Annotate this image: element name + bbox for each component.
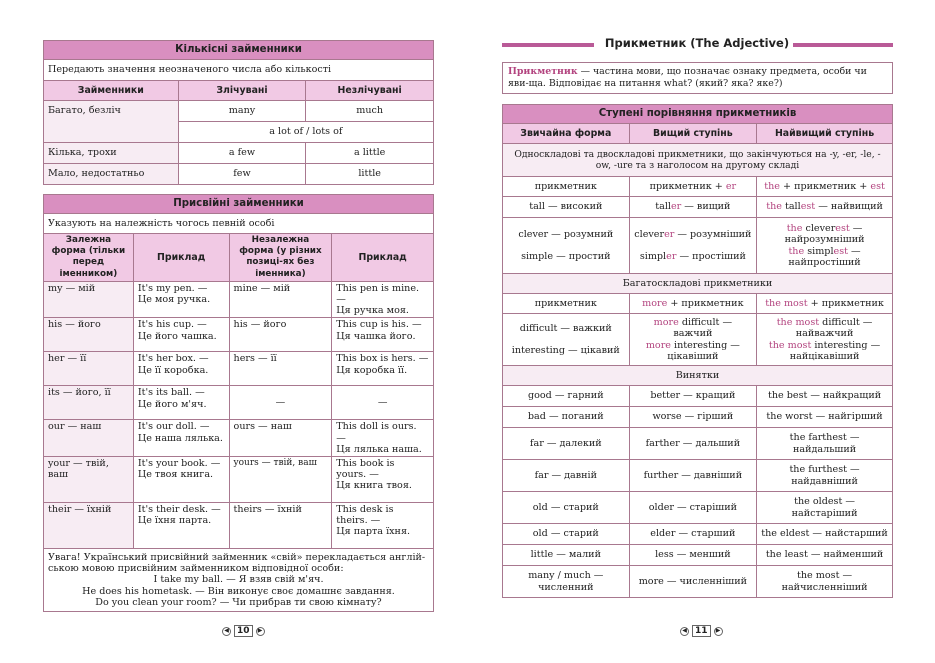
independent-form: hers — її (229, 352, 332, 386)
example: This doll is ours. — Ця лялька наша. (332, 420, 434, 457)
cell: the furthest — найдавніший (757, 460, 893, 492)
col-header: Вищий ступінь (629, 124, 757, 144)
cell: a little (306, 143, 434, 164)
table-title: Ступені порівняння прикметників (503, 105, 893, 124)
cell: the least — найменший (757, 545, 893, 566)
base-form: clever — розумний (518, 229, 614, 241)
cell (503, 218, 630, 274)
example: It's your book. — Це твоя книга. (133, 457, 229, 503)
table-title: Присвійні займенники (44, 195, 434, 214)
cell: little (306, 164, 434, 185)
dependent-form: its — його, її (44, 386, 134, 420)
definition-text: — частина мови, що позначає ознаку предмета, особи чи яви-ща. Відповідає на питання what? (який? яка? яке?) (508, 66, 867, 89)
independent-form: yours — твій, ваш (229, 457, 332, 503)
dependent-form: his — його (44, 318, 134, 352)
cell: the tallest — найвищий (757, 197, 893, 218)
independent-form: theirs — їхній (229, 503, 332, 549)
possessive-pronouns-table (43, 194, 434, 612)
example: This book is yours. — Ця книга твоя. (332, 457, 434, 503)
col-header: Приклад (332, 234, 434, 282)
cell: a few (178, 143, 306, 164)
note-text: Увага! Український присвійний займенник «свій» перекладається англій-ською мовою присвійним займенником відповідної особи: (48, 552, 426, 575)
example: This desk is theirs. — Ця парта їхня. (332, 503, 434, 549)
page-number: 10 (234, 625, 253, 637)
col-header: Звичайна форма (503, 124, 630, 144)
cell: bad — поганий (503, 407, 630, 428)
section-heading: Багатоскладові прикметники (503, 274, 893, 294)
example: — (332, 386, 434, 420)
rule-cell: the most + прикметник (757, 294, 893, 314)
base-form: simple — простий (521, 250, 611, 262)
cell: tall — високий (503, 197, 630, 218)
cell: better — кращий (629, 386, 757, 407)
section-heading: Односкладові та двоскладові прикметники, що закінчуються на -y, -er, -le, -ow, -ure та з наголосом на другому складі (503, 144, 893, 177)
comparative: more difficult — важчий (653, 317, 733, 340)
base-form: difficult — важкий (519, 323, 612, 335)
example: This cup is his. — Ця чашка його. (332, 318, 434, 352)
superlative: the most difficult — найважчий (776, 317, 873, 340)
cell (629, 314, 757, 366)
cell (629, 218, 757, 274)
cell: old — старий (503, 492, 630, 524)
rule-cell: прикметник (503, 177, 630, 197)
base-form: interesting — цікавий (511, 344, 620, 356)
cell: many (178, 101, 306, 122)
independent-form: his — його (229, 318, 332, 352)
dependent-form: their — їхній (44, 503, 134, 549)
definition-term: Прикметник (508, 66, 578, 77)
arrow-right-icon: ▶ (714, 627, 723, 636)
cell: the most — найчисленніший (757, 566, 893, 598)
cell: less — менший (629, 545, 757, 566)
quantitative-pronouns-table (43, 40, 434, 185)
rule-cell: more + прикметник (629, 294, 757, 314)
comparative: simpler — простіший (639, 250, 746, 262)
superlative: the cleverest — найрозумніший (784, 223, 865, 246)
cell: elder — старший (629, 524, 757, 545)
col-header: Незалежна форма (у різних позиці-ях без іменника) (229, 234, 332, 282)
dependent-form: your — твій, ваш (44, 457, 134, 503)
cell: more — численніший (629, 566, 757, 598)
title-bar-right (793, 43, 893, 47)
example: It's its ball. — Це його м'яч. (133, 386, 229, 420)
rule-cell: прикметник + er (629, 177, 757, 197)
row-label: Мало, недостатньо (44, 164, 179, 185)
cell: farther — дальший (629, 428, 757, 460)
rule-cell: the + прикметник + est (757, 177, 893, 197)
comparative: cleverer — розумніший (634, 229, 752, 241)
cell: a lot of / lots of (178, 122, 433, 143)
superlative: the simplest — найпростіший (788, 245, 861, 268)
page-title-text: Прикметник (The Adjective) (604, 36, 790, 50)
title-bar-left (502, 43, 594, 47)
example: It's our doll. — Це наша лялька. (133, 420, 229, 457)
section-heading: Винятки (503, 366, 893, 386)
arrow-left-icon: ◀ (222, 627, 231, 636)
cell: far — далекий (503, 428, 630, 460)
table-intro: Указують на належність чогось певній особі (44, 214, 434, 234)
example: It's my pen. — Це моя ручка. (133, 281, 229, 318)
row-label: Багато, безліч (44, 101, 179, 143)
cell (757, 218, 893, 274)
cell: few (178, 164, 306, 185)
page-title (502, 35, 893, 55)
col-header: Займенники (44, 81, 179, 101)
col-header: Незлічувані (306, 81, 434, 101)
adjective-comparison-table (502, 104, 893, 598)
cell: older — старіший (629, 492, 757, 524)
dependent-form: my — мій (44, 281, 134, 318)
arrow-left-icon: ◀ (680, 627, 689, 636)
example: It's his cup. — Це його чашка. (133, 318, 229, 352)
note-example: He does his hometask. — Він виконує своє домашнє завдання. (82, 585, 395, 597)
page-number-left (222, 625, 265, 637)
independent-form: ours — наш (229, 420, 332, 457)
page-number: 11 (692, 625, 711, 637)
col-header: Злічувані (178, 81, 306, 101)
cell (503, 314, 630, 366)
cell: many / much — численний (503, 566, 630, 598)
cell: the oldest — найстаріший (757, 492, 893, 524)
cell: worse — гірший (629, 407, 757, 428)
independent-form: mine — мій (229, 281, 332, 318)
cell: the farthest — найдальший (757, 428, 893, 460)
example: This box is hers. — Ця коробка її. (332, 352, 434, 386)
superlative: the most interesting — найцікавіший (768, 339, 881, 362)
independent-form: — (229, 386, 332, 420)
example: It's her box. — Це її коробка. (133, 352, 229, 386)
dependent-form: our — наш (44, 420, 134, 457)
cell: the best — найкращий (757, 386, 893, 407)
dependent-form: her — її (44, 352, 134, 386)
example: It's their desk. — Це їхня парта. (133, 503, 229, 549)
cell (757, 314, 893, 366)
cell: old — старий (503, 524, 630, 545)
cell: much (306, 101, 434, 122)
arrow-right-icon: ▶ (256, 627, 265, 636)
cell: the worst — найгірший (757, 407, 893, 428)
col-header: Приклад (133, 234, 229, 282)
table-title: Кількісні займенники (44, 41, 434, 60)
col-header: Найвищий ступінь (757, 124, 893, 144)
cell: further — давніший (629, 460, 757, 492)
cell: little — малий (503, 545, 630, 566)
table-intro: Передають значення неозначеного числа або кількості (44, 60, 434, 81)
note-example: I take my ball. — Я взяв свій м'яч. (153, 574, 324, 586)
example: This pen is mine. — Ця ручка моя. (332, 281, 434, 318)
cell: good — гарний (503, 386, 630, 407)
comparative: more interesting — цікавіший (645, 339, 740, 362)
cell: taller — вищий (629, 197, 757, 218)
cell: far — давній (503, 460, 630, 492)
rule-cell: прикметник (503, 294, 630, 314)
page-number-right (680, 625, 723, 637)
row-label: Кілька, трохи (44, 143, 179, 164)
definition-box (502, 62, 893, 94)
col-header: Залежна форма (тільки перед іменником) (44, 234, 134, 282)
note-example: Do you clean your room? — Чи прибрав ти свою кімнату? (95, 596, 382, 608)
note-box (44, 549, 434, 612)
cell: the eldest — найстарший (757, 524, 893, 545)
